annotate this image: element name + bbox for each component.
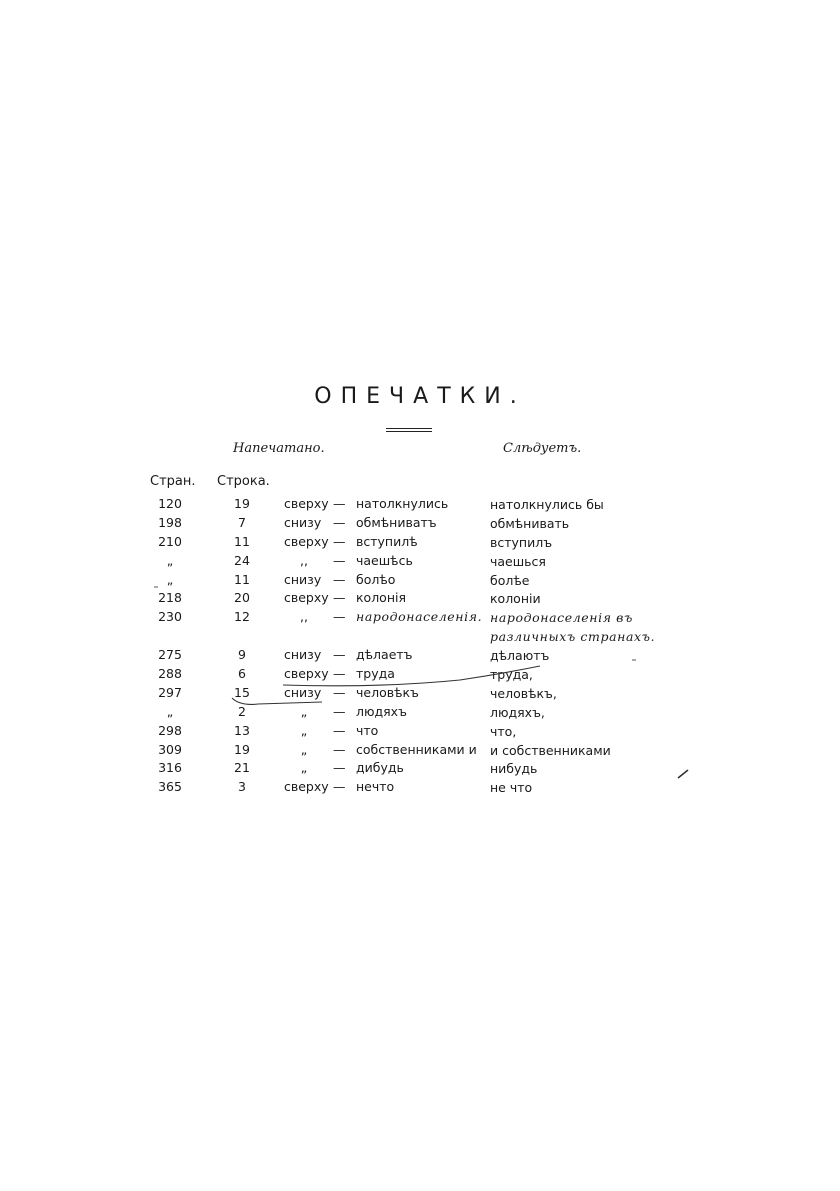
row-page: 288	[158, 666, 182, 682]
row-printed: нечто	[356, 779, 395, 795]
row-correct: не что	[490, 780, 533, 796]
row-dash: —	[333, 666, 346, 682]
row-position: снизу	[284, 684, 322, 700]
row-printed: болѣо	[356, 571, 396, 587]
row-correct: людяхъ,	[490, 704, 545, 720]
row-position: „	[300, 703, 308, 719]
row-page: 198	[158, 514, 182, 530]
row-line: 11	[234, 533, 250, 549]
row-dash: —	[333, 647, 346, 663]
row-line: 11	[234, 571, 250, 587]
row-position: ,,	[300, 552, 308, 568]
row-dash: —	[333, 533, 346, 549]
row-printed: народонаселенія.	[356, 609, 483, 625]
row-page: 210	[158, 533, 182, 549]
table-row	[0, 723, 840, 742]
row-line: 12	[234, 609, 250, 625]
row-printed: что	[356, 722, 379, 738]
row-correct: колоніи	[490, 591, 541, 607]
row-position: сверху	[284, 666, 329, 682]
table-row	[0, 534, 840, 553]
table-row	[0, 685, 840, 704]
table-row	[0, 609, 840, 647]
title-rule	[386, 428, 432, 429]
row-correct: чаешься	[490, 553, 546, 569]
row-dash: —	[333, 514, 346, 530]
row-dash: —	[333, 571, 346, 587]
row-line: 24	[234, 552, 250, 568]
page-title: ОПЕЧАТКИ.	[314, 384, 526, 409]
row-page: 297	[158, 684, 182, 700]
row-line: 20	[234, 590, 250, 606]
row-correct: труда,	[490, 667, 533, 683]
row-line: 6	[238, 666, 246, 682]
row-position: снизу	[284, 514, 322, 530]
row-dash: —	[333, 552, 346, 568]
row-printed: дѣлаетъ	[356, 647, 413, 663]
row-position: сверху	[284, 496, 329, 511]
row-page: 275	[158, 647, 182, 663]
row-printed: собственниками и	[356, 741, 477, 757]
row-dash: —	[333, 684, 346, 700]
row-position: „	[300, 741, 308, 757]
row-page: 230	[158, 609, 182, 625]
row-printed: дибудь	[356, 760, 404, 776]
row-position: сверху	[284, 779, 329, 795]
row-page: „	[166, 703, 174, 719]
row-correct: болѣе	[490, 572, 530, 588]
row-line: 15	[234, 684, 250, 700]
table-row	[0, 647, 840, 666]
row-page: 365	[158, 779, 182, 795]
row-page: 298	[158, 722, 182, 738]
row-page: 316	[158, 760, 182, 776]
row-printed: обмѣниватъ	[356, 514, 437, 530]
row-correct: что,	[490, 723, 517, 739]
row-line: 3	[238, 779, 246, 795]
row-position: сверху	[284, 590, 329, 606]
row-line: 9	[238, 647, 246, 663]
row-page: 218	[158, 590, 182, 606]
row-correct: вступилъ	[490, 534, 553, 550]
row-page: „	[166, 571, 174, 587]
row-correct: нибудь	[490, 761, 538, 777]
errata-table	[0, 496, 840, 798]
row-page: 120	[158, 496, 182, 511]
row-printed: вступилѣ	[356, 533, 418, 549]
row-line: 19	[234, 741, 250, 757]
row-line: 21	[234, 760, 250, 776]
column-header-line: Строка.	[217, 474, 270, 489]
row-printed: чаешѣсь	[356, 552, 413, 568]
row-printed: труда	[356, 666, 395, 682]
header-should-be: Слѣдуетъ.	[503, 441, 582, 456]
row-correct: человѣкъ,	[490, 685, 557, 701]
header-printed: Напечатано.	[233, 441, 325, 456]
row-printed: людяхъ	[356, 703, 407, 719]
table-row	[0, 590, 840, 609]
row-position: „	[300, 722, 308, 738]
row-position: снизу	[284, 571, 322, 587]
row-correct: народонаселенія въ различныхъ странахъ.	[490, 610, 656, 645]
row-line: 19	[234, 496, 250, 511]
row-page: 309	[158, 741, 182, 757]
table-row	[0, 760, 840, 779]
row-correct: дѣлаютъ	[490, 648, 550, 664]
row-position: снизу	[284, 647, 322, 663]
row-line: 2	[238, 703, 246, 719]
table-row	[0, 742, 840, 761]
row-dash: —	[333, 760, 346, 776]
row-position: „	[300, 760, 308, 776]
row-dash: —	[333, 722, 346, 738]
row-dash: —	[333, 496, 346, 511]
row-dash: —	[333, 609, 346, 625]
row-position: сверху	[284, 533, 329, 549]
row-dash: —	[333, 703, 346, 719]
row-printed: колонія	[356, 590, 406, 606]
row-correct: обмѣнивать	[490, 515, 570, 531]
row-dash: —	[333, 779, 346, 795]
column-header-page: Стран.	[150, 474, 196, 489]
row-page: „	[166, 552, 174, 568]
table-row	[0, 515, 840, 534]
row-dash: —	[333, 590, 346, 606]
row-correct: и собственниками	[490, 742, 611, 758]
row-printed: натолкнулись	[356, 496, 449, 511]
table-row	[0, 704, 840, 723]
row-line: 7	[238, 514, 246, 530]
title-rule-second	[386, 431, 432, 432]
row-printed: человѣкъ	[356, 684, 419, 700]
table-row	[0, 553, 840, 572]
table-row	[0, 496, 840, 515]
table-row	[0, 572, 840, 591]
table-row	[0, 779, 840, 798]
row-position: ,,	[300, 609, 308, 625]
row-correct: натолкнулись бы	[490, 497, 604, 512]
row-dash: —	[333, 741, 346, 757]
table-row	[0, 666, 840, 685]
row-line: 13	[234, 722, 250, 738]
